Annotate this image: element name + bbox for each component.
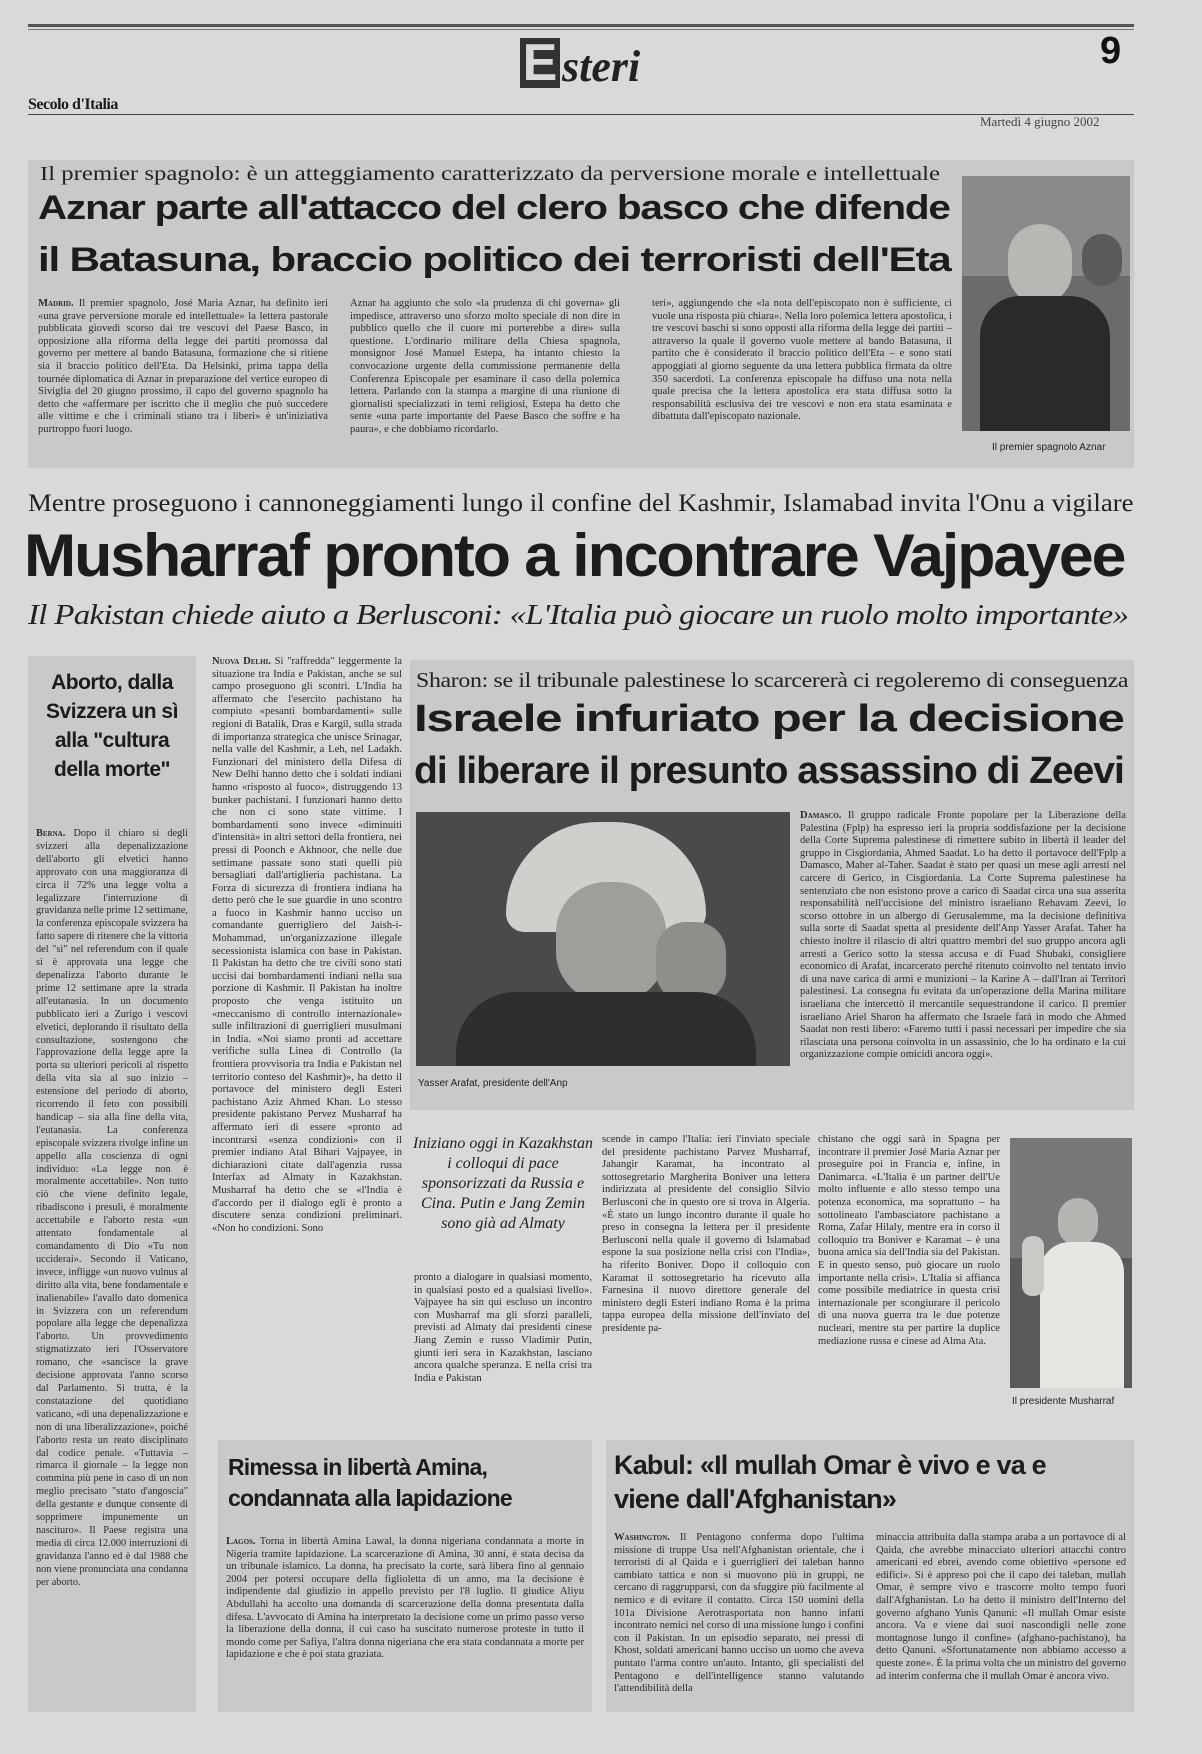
israele-dateline: Damasco. [800,810,842,821]
aznar-column-2: Aznar ha aggiunto che solo «la prudenza di chi governa» gli impedisce, attraverso uno sforzo molto speciale di non dire in pubblico quello che il cuore mi porterebbe a dire» sulla questione. L'ordinario militare della Chiesa spagnola, monsignor José Manuel Estepa, ha intanto chiesto la convocazione urgente della commissione permanente della Conferenza Episcopale per esaminare il caso della polemica lettera. Parlando con la stampa a margine di una riunione di giornalisti specializzati in temi religiosi, Estepa ha detto che sente «una parte importante del Paese Basco che soffre e ha paura», e che dobbiamo ricordarlo. [350,298,620,435]
arafat-photo-hand [656,922,726,1002]
kashmir-kicker: Mentre proseguono i cannoneggiamenti lungo il confine del Kashmir, Islamabad invita l'Onu a vigilare [28,490,1134,517]
kashmir-column-4: chistano che oggi sarà in Spagna per incontrare il premier José Maria Aznar per proseguire poi in Francia e, infine, in Danimarca. «L'Italia è un partner dell'Ue molto influente e allo stesso tempo una potenza economica, ma soprattutto – ha sottolineato l'ambasciatore pachistano a Roma, Zafar Hilaly, mentre era in corso il colloquio tra Boniver e Karamat – è una buona amica sia dell'India sia del Pakistan. E in questo senso, può giocare un ruolo importante nella crisi». L'Italia si affianca come possibile mediatrice in questa crisi internazionale per scongiurare il pericolo di una nuova guerra tra le due potenze nucleari, mentre sta per partire la duplice mediazione russa e cinese ad Alma Ata. [818,1134,1000,1347]
musharraf-photo-hand [1022,1236,1044,1296]
israele-headline-line2: di liberare il presunto assassino di Zeevi [414,750,1124,792]
aznar-photo-caption: Il premier spagnolo Aznar [992,442,1106,453]
section-name: steri [562,42,641,91]
aznar-column-3: teri», aggiungendo che «la nota dell'episcopato non è sufficiente, ci vuole una risposta più chiara». Nella loro polemica lettera apostolica, i tre vescovi baschi si sono opposti alla riforma della legge dei partiti – attraverso la quale il governo vuole mettere al bando Batasuna, il partito che è considerato il braccio politico dell'Eta – e sono stati appoggiati al giorno seguente da una lettera pubblica firmata da oltre 350 sacerdoti. La conferenza episcopale ha diffuso una nota nella quale precisa che la lettera apostolica era stata diffusa sotto la responsabilità esclusiva dei tre vescovi e non era stata esaminata e dibattuta dall'episcopato nazionale. [652,298,952,423]
top-rule [28,24,1134,27]
arafat-photo [416,812,790,1066]
page-number: 9 [1100,30,1122,72]
kashmir-column-1-text: Si "raffredda" leggermente la situazione tra India e Pakistan, anche se sul campo proseguono gli scontri. L'India ha affermato che l'esercito pachistano ha compiuto «pesanti bombardamenti» sulle regioni di Batalik, Dras e Kargil, sulla strada di importanza strategica che unisce Srinagar, nella valle del Kashmir, a Leh, nel Ladakh. Funzionari del ministero della Difesa di New Delhi hanno detto che i soldati indiani hanno «risposto al fuoco», distruggendo 13 bunker pachistani. I funzionari hanno detto che non ci sono state vittime. I bombardamenti sono invece «diminuiti d'intensità» in altri settori della frontiera, nei pressi di Poonch e Akhnoor, che nelle due settimane passate sono stati quelli più bersagliati dall'artiglieria pachistana. La Forza di sicurezza di frontiera indiana ha detto però che le sue guardie in uno scontro a fuoco in Kashmir hanno ucciso un comandante guerrigliero del Jaish-i-Mohammad, un'organizzazione illegale secessionista islamica con base in Pakistan. Il Pakistan ha detto che tre civili sono stati uccisi dai bombardamenti indiani nella sua porzione di Kashmir. Il Pakistan ha inoltre proposto che venga istituito un «meccanismo di controllo internazionale» sulle infiltrazioni di guerriglieri musulmani in India. «Noi siamo pronti ad accettare verifiche sulla Linea di Controllo (la frontiera provvisoria tra India e Pakistan nel territorio conteso del Kashmir)», ha detto il portavoce del ministero degli Esteri pachistano Aziz Ahmed Khan. Lo stesso presidente pakistano Pervez Musharraf ha affermato ieri di essere «pronto ad incontrarsi «senza condizioni» con il premier indiano Atal Bihari Vajpayee, in dichiarazioni citate dall'agenzia russa Interfax ad Almaty in Kazakhstan. Musharraf ha detto che se «l'India è d'accordo per il dialogo egli è pronto a discutere senza condizioni preliminari. «Non ho condizioni. Sono [212,656,402,1234]
musharraf-photo [1010,1138,1132,1388]
aznar-photo-second-person [1082,234,1122,286]
issue-date: Martedì 4 giugno 2002 [980,114,1100,129]
kabul-column-2: minaccia attribuita dalla stampa araba a un portavoce di al Qaida, che avrebbe minacciato ulteriori attacchi contro americani ed ebrei, avendo come obiettivo «persone ed edifici». Si è appreso poi che il capo dei taleban, mullah Omar, è sempre vivo e trascorre molto tempo fuori dall'Afghanistan. Lo ha detto il ministro dell'Interno del governo afghano Yunis Qanuni: «Il mullah Omar esiste ancora. Va e viene dai suoi nascondigli nelle zone montagnose lungo il confine» (afghano-pachistano), ha detto Qanuni. «Sfortunatamente non abbiamo accesso a queste zone». È la prima volta che un ministro del governo ad interim conferma che il mullah Omar è ancora vivo. [876,1532,1126,1682]
arafat-photo-shoulders [456,992,756,1066]
amina-body-text: Torna in libertà Amina Lawal, la donna nigeriana condannata a morte in Nigeria tramite lapidazione. La scarcerazione di Amina, 30 anni, è stata decisa da un tribunale islamico. La donna, ha precisato la corte, sarà libera fino al gennaio 2004 per potersi occupare della figlioletta di un anno, ma la decisione è indipendente dal giudizio in appello previsto per l'8 luglio. Il giudice Aliyu Abdullahi ha accolto una domanda di scarcerazione della donna presentata dalla difesa. L'avvocato di Amina ha interpretato la decisione come un primo passo verso la liberazione della donna, il cui caso ha suscitato numerose proteste in tutto il mondo come per Safiya, l'altra donna nigeriana che era stata condannata a morte per lapidazione e che è poi stata graziata. [226,1536,584,1661]
musharraf-photo-face [1058,1198,1098,1246]
kabul-headline: Kabul: «Il mullah Omar è vivo e va e viene dall'Afghanistan» [614,1450,1046,1514]
aznar-headline-line2: il Batasuna, braccio politico dei terroristi dell'Eta [38,241,951,279]
kashmir-column-1 [212,656,402,1436]
aznar-photo [962,176,1130,431]
aznar-dateline: Madrid. [38,298,74,309]
aborto-dateline: Berna. [36,828,66,839]
kashmir-headline: Musharraf pronto a incontrare Vajpayee [24,522,1125,589]
kabul-column-1 [614,1532,864,1704]
kashmir-dateline: Nuova Delhi. [212,656,271,667]
aznar-kicker: Il premier spagnolo: è un atteggiamento caratterizzato da perversione morale e intellettuale [40,163,941,185]
newspaper-name: Secolo d'Italia [28,96,118,113]
masthead-rule [28,114,1134,115]
aborto-body-text: Dopo il chiaro sì degli svizzeri alla depenalizzazione dell'aborto gli elvetici hanno approvato con una maggioranza di circa il 72% una legge volta a legalizzare l'interruzione di gravidanza nelle prime 12 settimane, la conferenza episcopale svizzera ha fatto sapere di ritenere che la vittoria del "sì" nel referendum con il quale si è approvata una legge che depenalizza l'aborto durante le prime 12 settimane apre la strada all'eutanasia. In un documento pubblicato ieri a Zurigo i vescovi elvetici, deplorando il risultato della consultazione, sostengono che l'approvazione della legge apre la porta su ulteriori pericoli al rispetto della vita sia al suo inizio – estensione del periodo di aborto, ricorrendo il feto con possibili handicap – sia alla fine della vita, l'eutanasia. La conferenza episcopale svizzera rivolge infine un appello alla coscienza di ogni individuo: «La legge non è moralmente accettabile». Non tutto ciò che viene definito legale, ribadiscono i presuli, è moralmente accettabile e l'aborto resta «un attentato fondamentale al comandamento di Dio «Tu non ucciderai». Secondo il Vaticano, invece, infligge «un nuovo vulnus al diritto alla vita, bene fondamentale e inalienabile» l'avallo dato domenica in Svizzera con un referendum popolare alla legge che depenalizza l'aborto. Un provvedimento stigmatizzato ieri l'Osservatore romano, che «sancisce la grave decisione approvata l'anno scorso dal Parlamento. Si tratta, è la constatazione del quotidiano vaticano, «di una depenalizzazione e non di una liberalizzazione», poiché l'aborto resta un reato disciplinato dal codice penale. «Tuttavia – rimarca il giornale – la legge non commina più pene in caso di un non meglio precisato "stato d'angoscia" della gestante e dunque consente di sopprimere impunemente un nascituro». Il Paese registra una media di circa 12.000 interruzioni di gravidanza l'anno ed è dal 1988 che non viene pronunciata una condanna per aborto. [36,828,188,1588]
musharraf-photo-uniform [1040,1242,1124,1388]
israele-body [800,810,1126,1094]
kabul-column-1-text: Il Pentagono conferma dopo l'ultima missione di truppe Usa nell'Afghanistan orientale, che i terroristi di al Qaida e i guerriglieri dei taleban hanno cambiato tattica e non si muovono più in gruppi, ne cercano di raggrupparsi, con da sfuggire più facilmente al nemico e di evitare il contatto. Circa 150 uomini della 101a Divisione Aerotrasportata non hanno infatti incontrato nemici nel corso di una missione lungo i confini con il Pakistan. In un episodio separato, nei pressi di Khost, soldati americani hanno ucciso un uomo che aveva puntato l'arma contro un'auto. Intanto, gli specialisti del Pentagono e dell'intelligence stanno valutando l'attendibilità della [614,1532,864,1695]
amina-body [226,1536,584,1704]
israele-body-text: Il gruppo radicale Fronte popolare per la Liberazione della Palestina (Fplp) ha espresso ieri la propria soddisfazione per la decisione della Corte Suprema palestinese di rimettere subito in libertà il leader del gruppo in Cisgiordania, Ahmed Saadat. Lo ha detto il portavoce dell'Fplp a Damasco, Maher al-Taher. Saadat è stato per quasi un mese agli arresti nel carcere di Gerico, in Cisgiordania. La Corte Suprema palestinese ha sentenziato che non esistono prove a carico di Saadat circa una sua asserita responsabilità nell'uccisione del ministro israeliano Rehavam Zeevi, lo scorso ottobre in un albergo di Gerusalemme, ma la decisione definitiva sulla sorte di Saadat spetta al presidente dell'Anp Yasser Arafat. Taher ha chiesto inoltre il rilascio di altri quattro membri del suo gruppo ancora agli arresti a Gerico sotto la stessa accusa e di Fuad Shubaki, consigliere economico di Arafat, incarcerato perché ritenuto coinvolto nel tentato invio di una nave carica di armi e munizioni – la Karine A – dall'Iran ai Territori palestinesi. La consegna fu evitata da un'operazione della Marina militare israeliana che intercettò il mercantile sequestrandone il carico. Il premier israeliano Ariel Sharon ha affermato che Israele farà in modo che Ahmed Saadat non resti libero: «Faremo tutti i passi necessari per impedire che sia rilasciata una persona coinvolta in un assassinio, che lo ha ordinato e la cui organizzazione compie omicidi ancora oggi». [800,810,1126,1061]
aznar-column-1 [38,298,328,458]
aborto-body [36,828,188,1700]
musharraf-photo-caption: Il presidente Musharraf [1012,1396,1115,1407]
kashmir-column-2: pronto a dialogare in qualsiasi momento, in qualsiasi posto ed a qualsiasi livello». Vajpayee ha sin qui escluso un incontro con Musharraf ma gli sforzi paralleli, previsti ad Almaty dai presidenti cinese Jiang Zemin e russo Vladimir Putin, giunti ieri sera in Kazakhstan, lasciano ancora qualche speranza. E nella crisi tra India e Pakistan [414,1272,592,1384]
aznar-column-1-text: Il premier spagnolo, José Maria Aznar, ha definito ieri «una grave perversione morale ed intellettuale» la lettera pastorale pubblicata giovedì scorso dai tre vescovi del Paese Basco, in opposizione alla riforma della legge dei partiti promossa dal governo per mettere al bando Batasuna, formazione che si ritiene sia il braccio politico dell'Eta. Da Helsinki, prima tappa della tournée diplomatica di Aznar in preparazione del vertice europeo di Siviglia del 20 giugno prossimo, il capo del governo spagnolo ha detto che «affermare per iscritto che il meglio che può succedere alle vittime e che i criminali stiano tra i liberi» è un'iniziativa purtroppo fuori luogo. [38,298,328,435]
israele-kicker: Sharon: se il tribunale palestinese lo scarcererà ci regoleremo di conseguenza [416,668,1129,692]
section-letter-block: E [520,38,560,88]
amina-headline: Rimessa in libertà Amina, condannata alla lapidazione [228,1454,512,1511]
aznar-photo-suit [980,296,1110,431]
kashmir-pull-quote: Iniziano oggi in Kazakhstan i colloqui di pace sponsorizzati da Russia e Cina. Putin e Jang Zemin sono già ad Almaty [412,1135,593,1232]
amina-dateline: Lagos. [226,1536,256,1547]
arafat-photo-face [556,882,666,1002]
top-rule-thin [28,29,1134,30]
israele-headline-line1: Israele infuriato per la decisione [414,698,1124,740]
kabul-dateline: Washington. [614,1532,670,1543]
section-title [520,34,690,94]
aznar-photo-face [1008,224,1072,304]
aznar-headline-line1: Aznar parte all'attacco del clero basco che difende [38,189,950,227]
arafat-photo-caption: Yasser Arafat, presidente dell'Anp [418,1078,568,1089]
kashmir-subhead: Il Pakistan chiede aiuto a Berlusconi: «L'Italia può giocare un ruolo molto importante» [28,600,1129,631]
kashmir-column-3: scende in campo l'Italia: ieri l'inviato speciale del presidente pachistano Parvez Musharraf, Jahangir Karamat, ha incontrato al sottosegretario Margherita Boniver una lettera indirizzata al presidente del consiglio Silvio Berlusconi che in questo ore si trova in Algeria. «È stato un lungo incontro durante il quale ho preso in consegna la lettera per il presidente Berlusconi nella quale il governo di Islamabad espone la sua posizione nella crisi con l'India», ha riferito Boniver. Dopo il colloquio con Karamat il sottosegretario ha ricevuto alla Farnesina il nuovo direttore generale del ministero degli Esteri indiano Roma è la prima tappa europea della missione dell'inviato del presidente pa- [602,1134,810,1334]
aborto-headline: Aborto, dalla Svizzera un sì alla "cultura della morte" [46,671,178,781]
